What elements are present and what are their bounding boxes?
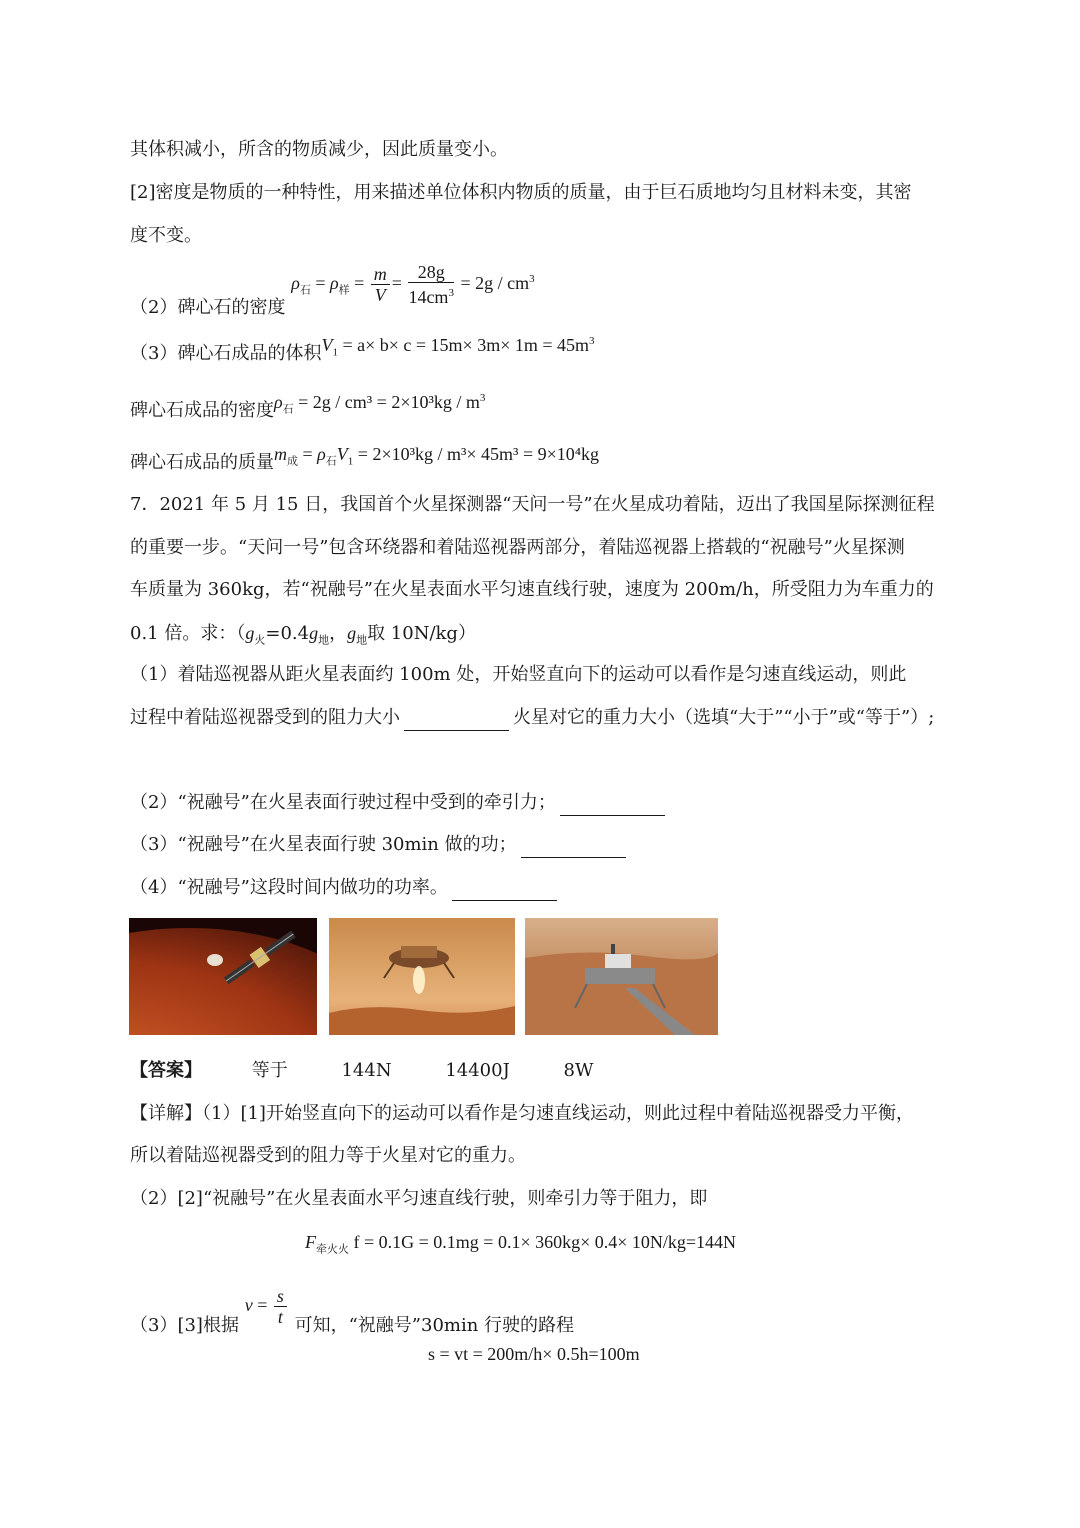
answer-3: 14400J (445, 1060, 510, 1081)
fraction-28g: $\frac{28g}{14cm^3}$ (408, 262, 454, 307)
mass-label: 碑心石成品的质量 (130, 452, 274, 473)
problem7-line-3: 车质量为 360kg，若“祝融号”在火星表面水平匀速直线行驶，速度为 200m/h，所受阻力为车重力的 (130, 579, 934, 600)
answer-blank-2[interactable] (560, 797, 665, 816)
answer-blank-4[interactable] (452, 882, 557, 901)
distance-formula: s = vt = 200m/h× 0.5h=100m (428, 1344, 640, 1364)
q2-label: （2）碑心石的密度 (130, 296, 286, 318)
sub-question-2: （2）“祝融号”在火星表面行驶过程中受到的牵引力； (130, 790, 669, 816)
product-density-formula: $\rho_石 = 2g / cm^3 = 2\times 10^3kg / m^3$ (274, 392, 486, 416)
rho-sub-sample: 样 (338, 284, 350, 297)
rho-sub-stone: 石 (299, 284, 311, 297)
q3-label: （3）碑心石成品的体积 (130, 343, 322, 364)
density-label: 碑心石成品的密度 (130, 400, 274, 421)
text-line-3: 度不变。 (130, 225, 202, 246)
text-line-1: 其体积减小，所含的物质减少，因此质量变小。 (130, 139, 508, 160)
velocity-formula: v = $\frac{s}{t}$ (245, 1295, 289, 1315)
product-mass-line (130, 441, 599, 475)
answer-label: 【答案】 (130, 1060, 202, 1081)
rover-image (525, 918, 718, 1035)
fraction-m-v: $\frac{m}{V}$ (371, 264, 390, 305)
sub-question-3: （3）“祝融号”在火星表面行驶 30min 做的功； (130, 832, 630, 858)
problem7-line-4: 0.1 倍。求：（$g_火=0.4g_地$，$g_地$取 10N/kg） (130, 623, 476, 647)
detail-line-1: 【详解】（1）[1]开始竖直向下的运动可以看作是匀速直线运动，则此过程中着陆巡视器受力平衡， (130, 1103, 914, 1124)
answer-2: 144N (341, 1060, 392, 1081)
volume-formula: $V_1 = a\times b\times c = 15m\times 3m\times 1m = 45m^3$ (321, 335, 595, 359)
sub-question-1-line-1: （1）着陆巡视器从距火星表面约 100m 处，开始竖直向下的运动可以看作是匀速直线运动，则此 (130, 664, 907, 685)
lander-image (329, 918, 515, 1035)
answer-1: 等于 (251, 1060, 288, 1081)
traction-formula: $F_{牵火火}$ f = 0.1G = 0.1mg = 0.1× 360kg× 0.4× 10N/kg=144N (305, 1232, 737, 1256)
density-formula-line (130, 262, 535, 318)
detail-line-2: 所以着陆巡视器受到的阻力等于火星对它的重力。 (130, 1145, 526, 1166)
answer-line (130, 1058, 593, 1084)
answer-blank-3[interactable] (521, 839, 626, 858)
problem7-line-1: 7．2021 年 5 月 15 日，我国首个火星探测器“天问一号”在火星成功着陆，迈出了我国星际探测征程 (130, 494, 935, 515)
text-line-2: [2]密度是物质的一种特性，用来描述单位体积内物质的质量，由于巨石质地均匀且材料未变，其密 (130, 182, 912, 203)
product-mass-formula: $m_成 = \rho_石V_1 = 2\times 10^3kg / m^3\times 45m^3 = 9\times 10^4kg$ (274, 444, 600, 468)
density-formula: $\rho_石 = \rho_样$ = $\frac{m}{V}$ = $\frac{28g}{14cm^3}$ = $2g / cm^3$ (291, 262, 535, 307)
answer-4: 8W (563, 1060, 594, 1081)
problem7-line-2: 的重要一步。“天问一号”包含环绕器和着陆巡视器两部分，着陆巡视器上搭载的“祝融号”火星探测 (130, 537, 905, 558)
answer-blank-1[interactable] (404, 712, 509, 731)
volume-line (130, 328, 595, 366)
detail-line-3: （2）[2]“祝融号”在火星表面水平匀速直线行驶，则牵引力等于阻力，即 (130, 1188, 708, 1209)
product-density-line (130, 385, 485, 423)
orbiter-image (129, 918, 317, 1035)
detail-line-4: （3）[3]根据 v = $\frac{s}{t}$ 可知，“祝融号”30min 行驶的路程 (130, 1286, 575, 1336)
sub-question-1-line-2: 过程中着陆巡视器受到的阻力大小 火星对它的重力大小（选填“大于”“小于”或“等于”）; (130, 705, 934, 731)
sub-question-4: （4）“祝融号”这段时间内做功的功率。 (130, 875, 561, 901)
